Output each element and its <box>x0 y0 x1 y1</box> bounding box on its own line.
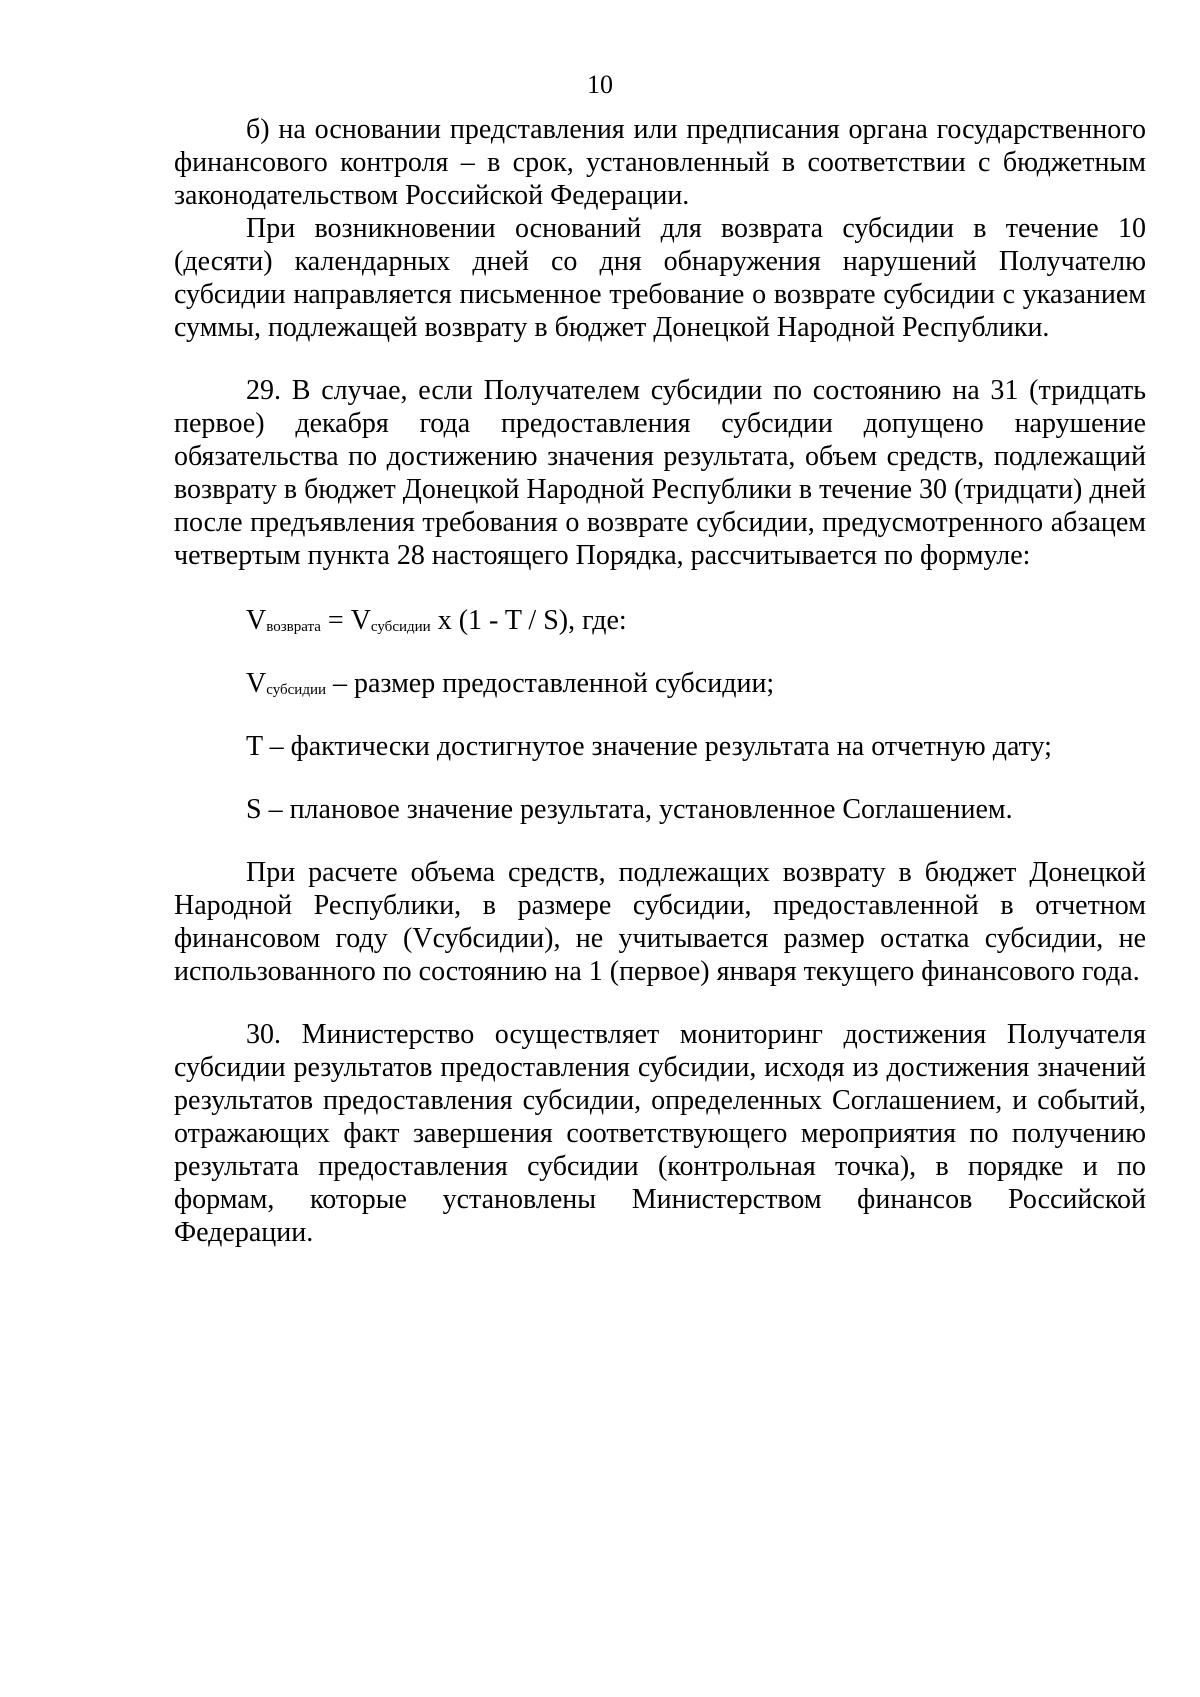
paragraph-return-requirement: При возникновении оснований для возврата субсидии в течение 10 (десяти) календарных дней со дня обнаружения нарушений Получателю субсидии направляется письменное требование о возврате субсидии с указанием суммы, подлежащей возврату в бюджет Донецкой Народной Республики. <box>174 213 1146 343</box>
definition-s: S – плановое значение результата, установленное Соглашением. <box>246 794 1013 825</box>
definition-v-sub: субсидии <box>266 682 326 698</box>
definition-t: T – фактически достигнутое значение результата на отчетную дату; <box>246 731 1052 762</box>
formula-equals: = <box>320 605 351 636</box>
definition-v: V <box>246 668 267 699</box>
formula-rest: x (1 - T / S), где: <box>430 605 627 636</box>
definition-v-subsidy <box>174 667 1146 700</box>
paragraph-30: 30. Министерство осуществляет мониторинг достижения Получателя субсидии результатов предоставления субсидии, исходя из достижения значений результатов предоставления субсидии, определенных Соглашением, и событий, отражающих факт завершения соответствующего мероприятия по получению результата предоставления субсидии (контрольная точка), в порядке и по формам, которые установлены Министерством финансов Российской Федерации. <box>174 1019 1146 1248</box>
paragraph-29: 29. В случае, если Получателем субсидии по состоянию на 31 (тридцать первое) декабря года предоставления субсидии допущено нарушение обязательства по достижению значения результата, объем средств, подлежащий возврату в бюджет Донецкой Народной Республики в течение 30 (тридцати) дней после предъявления требования о возврате субсидии, предусмотренного абзацем четвертым пункта 28 настоящего Порядка, рассчитывается по формуле: <box>174 375 1147 571</box>
formula-line <box>174 604 1146 637</box>
definition-v-text: – размер предоставленной субсидии; <box>326 668 775 699</box>
paragraph-b: б) на основании представления или предписания органа государственного финансового контроля – в срок, установленный в соответствии с бюджетным законодательством Российской Федерации. <box>174 114 1146 211</box>
formula-sub-return: возврата <box>266 619 321 635</box>
formula-v-subsidy: V <box>350 605 371 636</box>
formula-v-return: V <box>246 605 267 636</box>
document-body <box>174 113 1146 1249</box>
formula-sub-subsidy: субсидии <box>370 619 431 635</box>
paragraph-calculation-note: При расчете объема средств, подлежащих возврату в бюджет Донецкой Народной Республики, в размере субсидии, предоставленной в отчетном финансовом году (Vсубсидии), не учитывается размер остатка субсидии, не использованного по состоянию на 1 (первое) января текущего финансового года. <box>174 857 1146 987</box>
page-number: 10 <box>587 70 613 99</box>
